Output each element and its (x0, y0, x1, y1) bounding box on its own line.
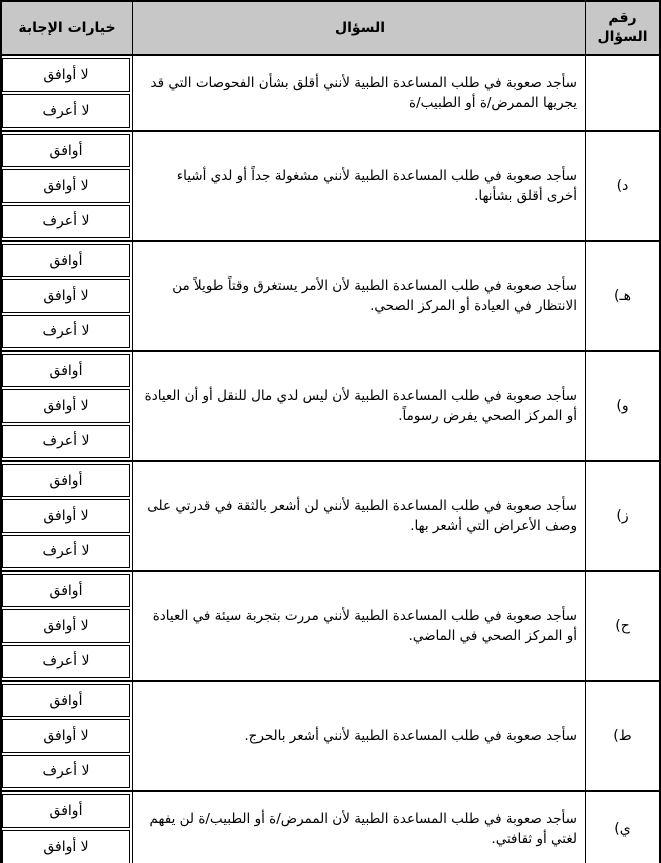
answer-option-label: أوافق (49, 803, 83, 819)
answer-option-label: لا أوافق (43, 839, 89, 855)
answer-option-label: لا أوافق (43, 727, 89, 744)
answer-option (2, 205, 130, 238)
question-number: و) (616, 398, 629, 414)
answer-option-label: لا أعرف (42, 103, 90, 119)
answer-option (2, 315, 130, 348)
answer-option (2, 94, 130, 128)
question-cell (132, 132, 585, 240)
question-number: د) (616, 178, 629, 194)
answer-option (2, 719, 130, 752)
answer-option (2, 645, 130, 678)
options-cell (2, 682, 132, 790)
question-text: سأجد صعوبة في طلب المساعدة الطبية لأن الممرض/ة أو الطبيب/ة لن يفهم لغتي أو ثقافتي. (149, 810, 577, 847)
question-number: ي) (614, 821, 631, 837)
answer-option-label: لا أعرف (42, 653, 90, 670)
options-cell (2, 572, 132, 680)
answer-option (2, 794, 130, 828)
answer-option-label: لا أوافق (43, 287, 89, 304)
table-body (2, 54, 659, 863)
question-number-cell (585, 682, 659, 790)
answer-option (2, 755, 130, 788)
answer-option (2, 354, 130, 387)
options-cell (2, 462, 132, 570)
header-label-question: السؤال (334, 19, 386, 36)
answer-option (2, 609, 130, 642)
answer-option (2, 425, 130, 458)
question-cell (132, 56, 585, 130)
answer-option (2, 830, 130, 863)
answer-option (2, 499, 130, 532)
answer-option (2, 464, 130, 497)
answer-option-label: أوافق (49, 472, 83, 489)
options-cell (2, 792, 132, 863)
answer-option (2, 244, 130, 277)
answer-option-label: أوافق (49, 582, 83, 599)
question-number: هـ) (614, 288, 631, 304)
table-row (2, 570, 659, 680)
header-cell-answer-options (2, 2, 132, 54)
answer-option-label: لا أوافق (43, 67, 89, 83)
answer-option-label: لا أعرف (42, 763, 90, 780)
question-number-cell (585, 462, 659, 570)
question-text: سأجد صعوبة في طلب المساعدة الطبية لأن الأمر يستغرق وقتاً طويلاً من الانتظار في العيادة أو المركز الصحي. (172, 277, 577, 314)
answer-option-label: لا أعرف (42, 323, 90, 340)
question-number-cell (585, 56, 659, 130)
answer-option-label: لا أعرف (42, 213, 90, 230)
question-text: سأجد صعوبة في طلب المساعدة الطبية لأنني لن أشعر بالثقة في قدرتي على وصف الأعراض التي أشعر بها. (147, 497, 577, 534)
table-row (2, 460, 659, 570)
question-number-cell (585, 572, 659, 680)
question-number-cell (585, 352, 659, 460)
table-row (2, 680, 659, 790)
question-number: ط) (613, 728, 632, 744)
question-cell (132, 352, 585, 460)
answer-option (2, 58, 130, 92)
answer-option-label: أوافق (49, 692, 83, 709)
answer-option-label: لا أعرف (42, 433, 90, 450)
answer-option (2, 134, 130, 167)
options-cell (2, 132, 132, 240)
answer-option (2, 684, 130, 717)
question-text: سأجد صعوبة في طلب المساعدة الطبية لأنني مررت بتجربة سيئة في العيادة أو المركز الصحي في الماضي. (152, 607, 577, 644)
question-text: سأجد صعوبة في طلب المساعدة الطبية لأنني أقلق بشأن الفحوصات التي قد يجريها الممرض/ة أو الطبيب/ة (150, 74, 577, 111)
answer-option-label: أوافق (49, 252, 83, 269)
options-cell (2, 352, 132, 460)
question-cell (132, 462, 585, 570)
answer-option (2, 279, 130, 312)
answer-option (2, 574, 130, 607)
question-number-cell (585, 792, 659, 863)
answer-option-label: لا أوافق (43, 397, 89, 414)
header-label-question-number: رقم السؤال (597, 10, 648, 45)
question-number: ز) (616, 508, 629, 524)
answer-option (2, 389, 130, 422)
table-row (2, 240, 659, 350)
answer-option-label: لا أعرف (42, 543, 90, 560)
header-label-answer-options: خيارات الإجابة (18, 20, 116, 36)
question-cell (132, 792, 585, 863)
answer-option-label: أوافق (49, 142, 83, 159)
question-cell (132, 572, 585, 680)
question-text: سأجد صعوبة في طلب المساعدة الطبية لأن ليس لدي مال للنقل أو أن العيادة أو المركز الصحي يفرض رسوماً. (144, 387, 577, 424)
options-cell (2, 56, 132, 130)
question-number-cell (585, 132, 659, 240)
table-row (2, 54, 659, 130)
table-row (2, 350, 659, 460)
question-number-cell (585, 242, 659, 350)
question-number: ح) (615, 618, 630, 634)
table-header-row (2, 2, 659, 54)
answer-option-label: أوافق (49, 362, 83, 379)
table-row (2, 130, 659, 240)
answer-option-label: لا أوافق (43, 507, 89, 524)
question-cell (132, 242, 585, 350)
question-text: سأجد صعوبة في طلب المساعدة الطبية لأنني مشغولة جداً أو لدي أشياء أخرى أقلق بشأنها. (176, 167, 577, 204)
options-cell (2, 242, 132, 350)
answer-option (2, 535, 130, 568)
header-cell-question-number (585, 2, 659, 54)
answer-option-label: لا أوافق (43, 617, 89, 634)
answer-option (2, 169, 130, 202)
table-row (2, 790, 659, 863)
question-text: سأجد صعوبة في طلب المساعدة الطبية لأنني أشعر بالحرج. (244, 727, 577, 744)
header-cell-question (132, 2, 585, 54)
question-cell (132, 682, 585, 790)
answer-option-label: لا أوافق (43, 177, 89, 194)
